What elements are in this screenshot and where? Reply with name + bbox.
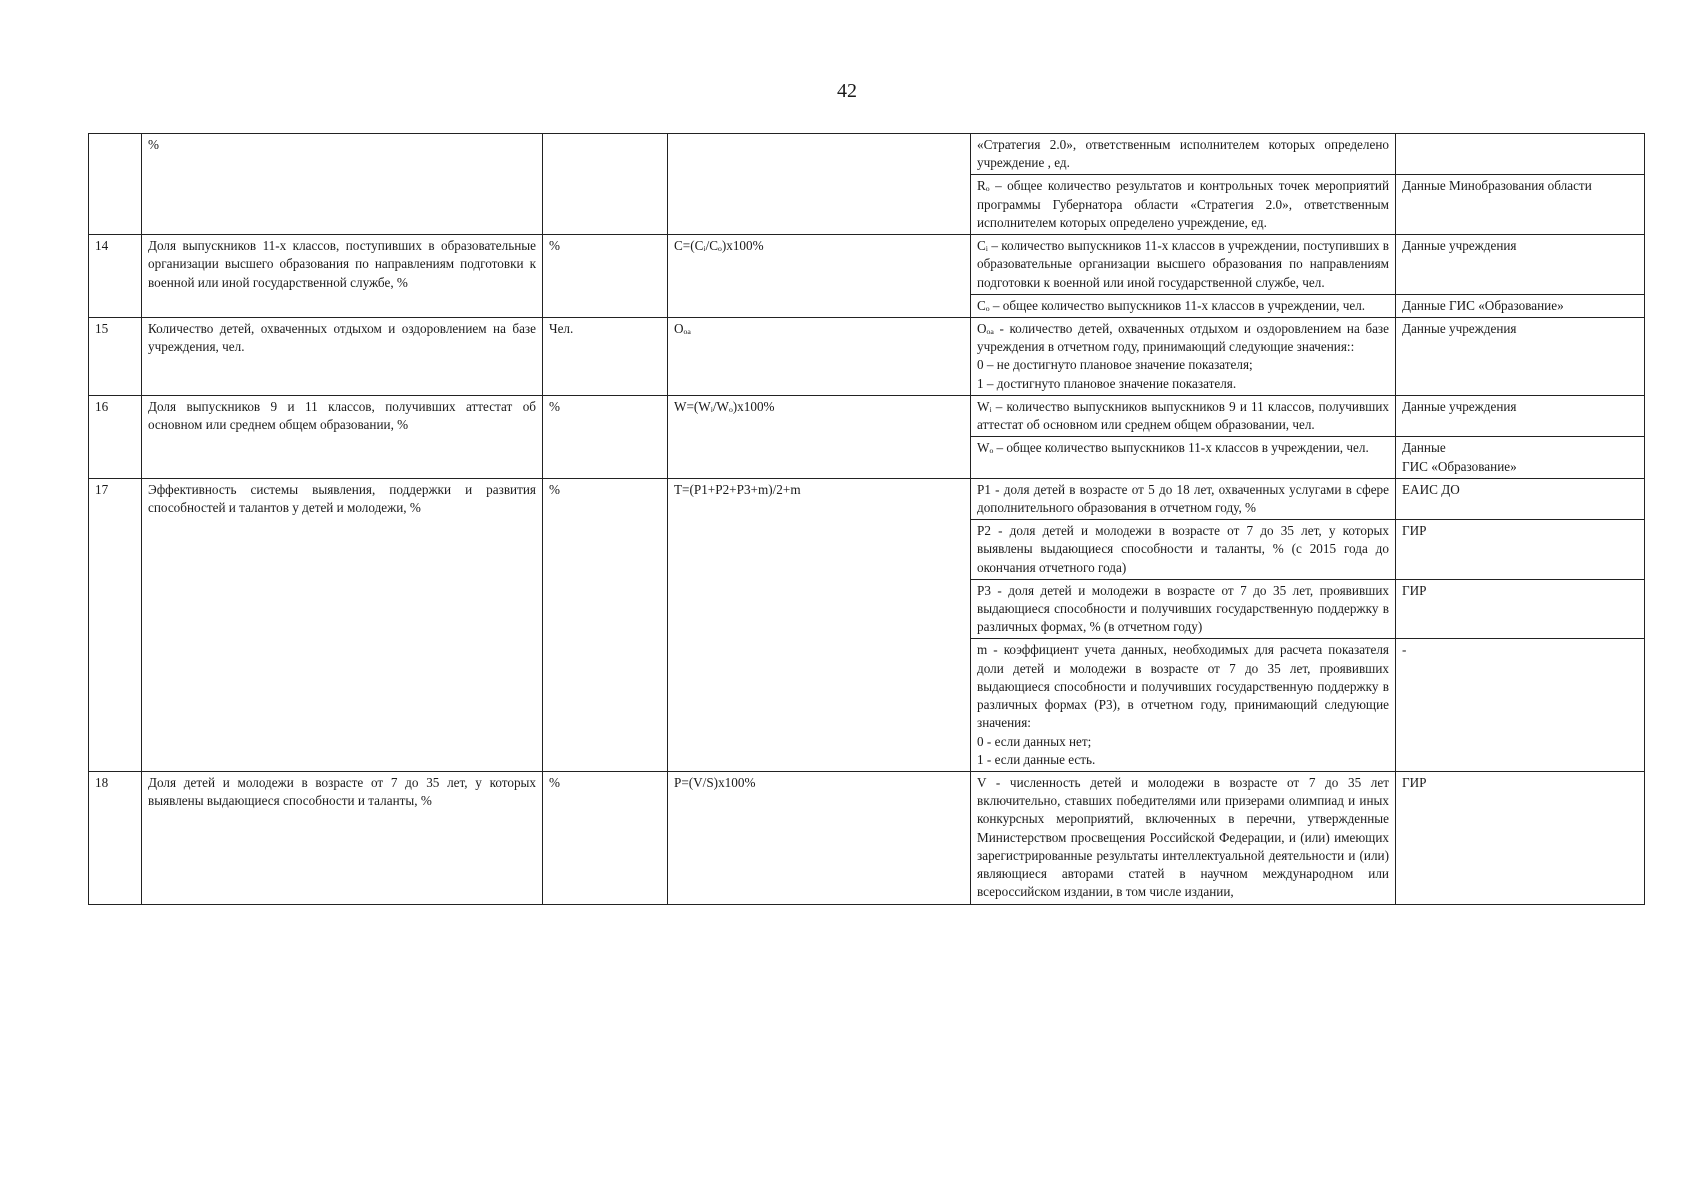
table-row [89, 134, 1645, 175]
indicator-name-cell: Доля детей и молодежи в возрасте от 7 до 35 лет, у которых выявлены выдающиеся способности и таланты, % [142, 772, 543, 905]
unit-cell: % [543, 235, 668, 318]
data-source-cell: Данные ГИС «Образование» [1396, 437, 1645, 478]
indicator-name-cell: Доля выпускников 9 и 11 классов, получивших аттестат об основном или среднем общем образовании, % [142, 395, 543, 478]
table-row [89, 478, 1645, 519]
unit-cell: % [543, 478, 668, 771]
table-row [89, 317, 1645, 395]
variable-description-cell: P2 - доля детей и молодежи в возрасте от 7 до 35 лет, у которых выявлены выдающиеся способности и таланты, % (с 2015 года до окончания отчетного года) [971, 520, 1396, 580]
table-row [89, 772, 1645, 905]
unit-cell: % [543, 395, 668, 478]
formula-cell [668, 134, 971, 235]
data-source-cell: ГИР [1396, 772, 1645, 905]
variable-description-cell: Cᵢ – количество выпускников 11-х классов в учреждении, поступивших в образовательные организации высшего образования по направлениям подготовки к военной или иной государственной службе, чел. [971, 235, 1396, 295]
variable-description-cell: Oₒₐ - количество детей, охваченных отдыхом и оздоровлением на базе учреждения в отчетном году, принимающий следующие значения:: 0 – не достигнуто плановое значение показателя; 1 – достигнуто плановое значение показателя. [971, 317, 1396, 395]
table-row [89, 235, 1645, 295]
data-source-cell: Данные учреждения [1396, 395, 1645, 436]
data-source-cell: Данные ГИС «Образование» [1396, 294, 1645, 317]
indicator-name-cell: % [142, 134, 543, 235]
variable-description-cell: P1 - доля детей в возрасте от 5 до 18 лет, охваченных услугами в сфере дополнительного образования в отчетном году, % [971, 478, 1396, 519]
formula-cell: C=(Cᵢ/Cₒ)х100% [668, 235, 971, 318]
indicator-name-cell: Количество детей, охваченных отдыхом и оздоровлением на базе учреждения, чел. [142, 317, 543, 395]
formula-cell: Oₒₐ [668, 317, 971, 395]
formula-cell: W=(Wᵢ/Wₒ)х100% [668, 395, 971, 478]
data-source-cell [1396, 134, 1645, 175]
unit-cell: % [543, 772, 668, 905]
row-number-cell: 15 [89, 317, 142, 395]
indicators-table [88, 133, 1645, 905]
data-source-cell: ГИР [1396, 520, 1645, 580]
data-source-cell: Данные Минобразования области [1396, 175, 1645, 235]
data-source-cell: Данные учреждения [1396, 317, 1645, 395]
indicator-name-cell: Доля выпускников 11-х классов, поступивших в образовательные организации высшего образования по направлениям подготовки к военной или иной государственной службе, % [142, 235, 543, 318]
formula-cell: P=(V/S)х100% [668, 772, 971, 905]
variable-description-cell: Cₒ – общее количество выпускников 11-х классов в учреждении, чел. [971, 294, 1396, 317]
data-source-cell: - [1396, 639, 1645, 772]
variable-description-cell: Wᵢ – количество выпускников выпускников 9 и 11 классов, получивших аттестат об основном или среднем общем образовании, чел. [971, 395, 1396, 436]
variable-description-cell: Rₒ – общее количество результатов и контрольных точек мероприятий программы Губернатора области «Стратегия 2.0», ответственным исполнителем которых определено учреждение, ед. [971, 175, 1396, 235]
row-number-cell: 14 [89, 235, 142, 318]
data-source-cell: ГИР [1396, 579, 1645, 639]
formula-cell: T=(P1+P2+P3+m)/2+m [668, 478, 971, 771]
row-number-cell: 18 [89, 772, 142, 905]
variable-description-cell: P3 - доля детей и молодежи в возрасте от 7 до 35 лет, проявивших выдающиеся способности и получивших государственную поддержку в различных формах, % (в отчетном году) [971, 579, 1396, 639]
unit-cell [543, 134, 668, 235]
indicator-name-cell: Эффективность системы выявления, поддержки и развития способностей и талантов у детей и молодежи, % [142, 478, 543, 771]
variable-description-cell: Wₒ – общее количество выпускников 11-х классов в учреждении, чел. [971, 437, 1396, 478]
unit-cell: Чел. [543, 317, 668, 395]
row-number-cell [89, 134, 142, 235]
variable-description-cell: «Стратегия 2.0», ответственным исполнителем которых определено учреждение , ед. [971, 134, 1396, 175]
data-source-cell: Данные учреждения [1396, 235, 1645, 295]
data-source-cell: ЕАИС ДО [1396, 478, 1645, 519]
variable-description-cell: m - коэффициент учета данных, необходимых для расчета показателя доли детей и молодежи в возрасте от 7 до 35 лет, проявивших выдающиеся способности и получивших государственную поддержку в различных формах (P3), в отчетном году, принимающий следующие значения: 0 - если данных нет; 1 - если данные есть. [971, 639, 1396, 772]
page-number: 42 [837, 80, 857, 102]
row-number-cell: 16 [89, 395, 142, 478]
table-row [89, 395, 1645, 436]
row-number-cell: 17 [89, 478, 142, 771]
variable-description-cell: V - численность детей и молодежи в возрасте от 7 до 35 лет включительно, ставших победителями или призерами олимпиад и иных конкурсных мероприятий, включенных в перечни, утвержденные Министерством просвещения Российской Федерации, и (или) имеющих зарегистрированные результаты интеллектуальной деятельности и (или) являющиеся авторами статей в научном международном или всероссийском издании, в том числе издании, [971, 772, 1396, 905]
